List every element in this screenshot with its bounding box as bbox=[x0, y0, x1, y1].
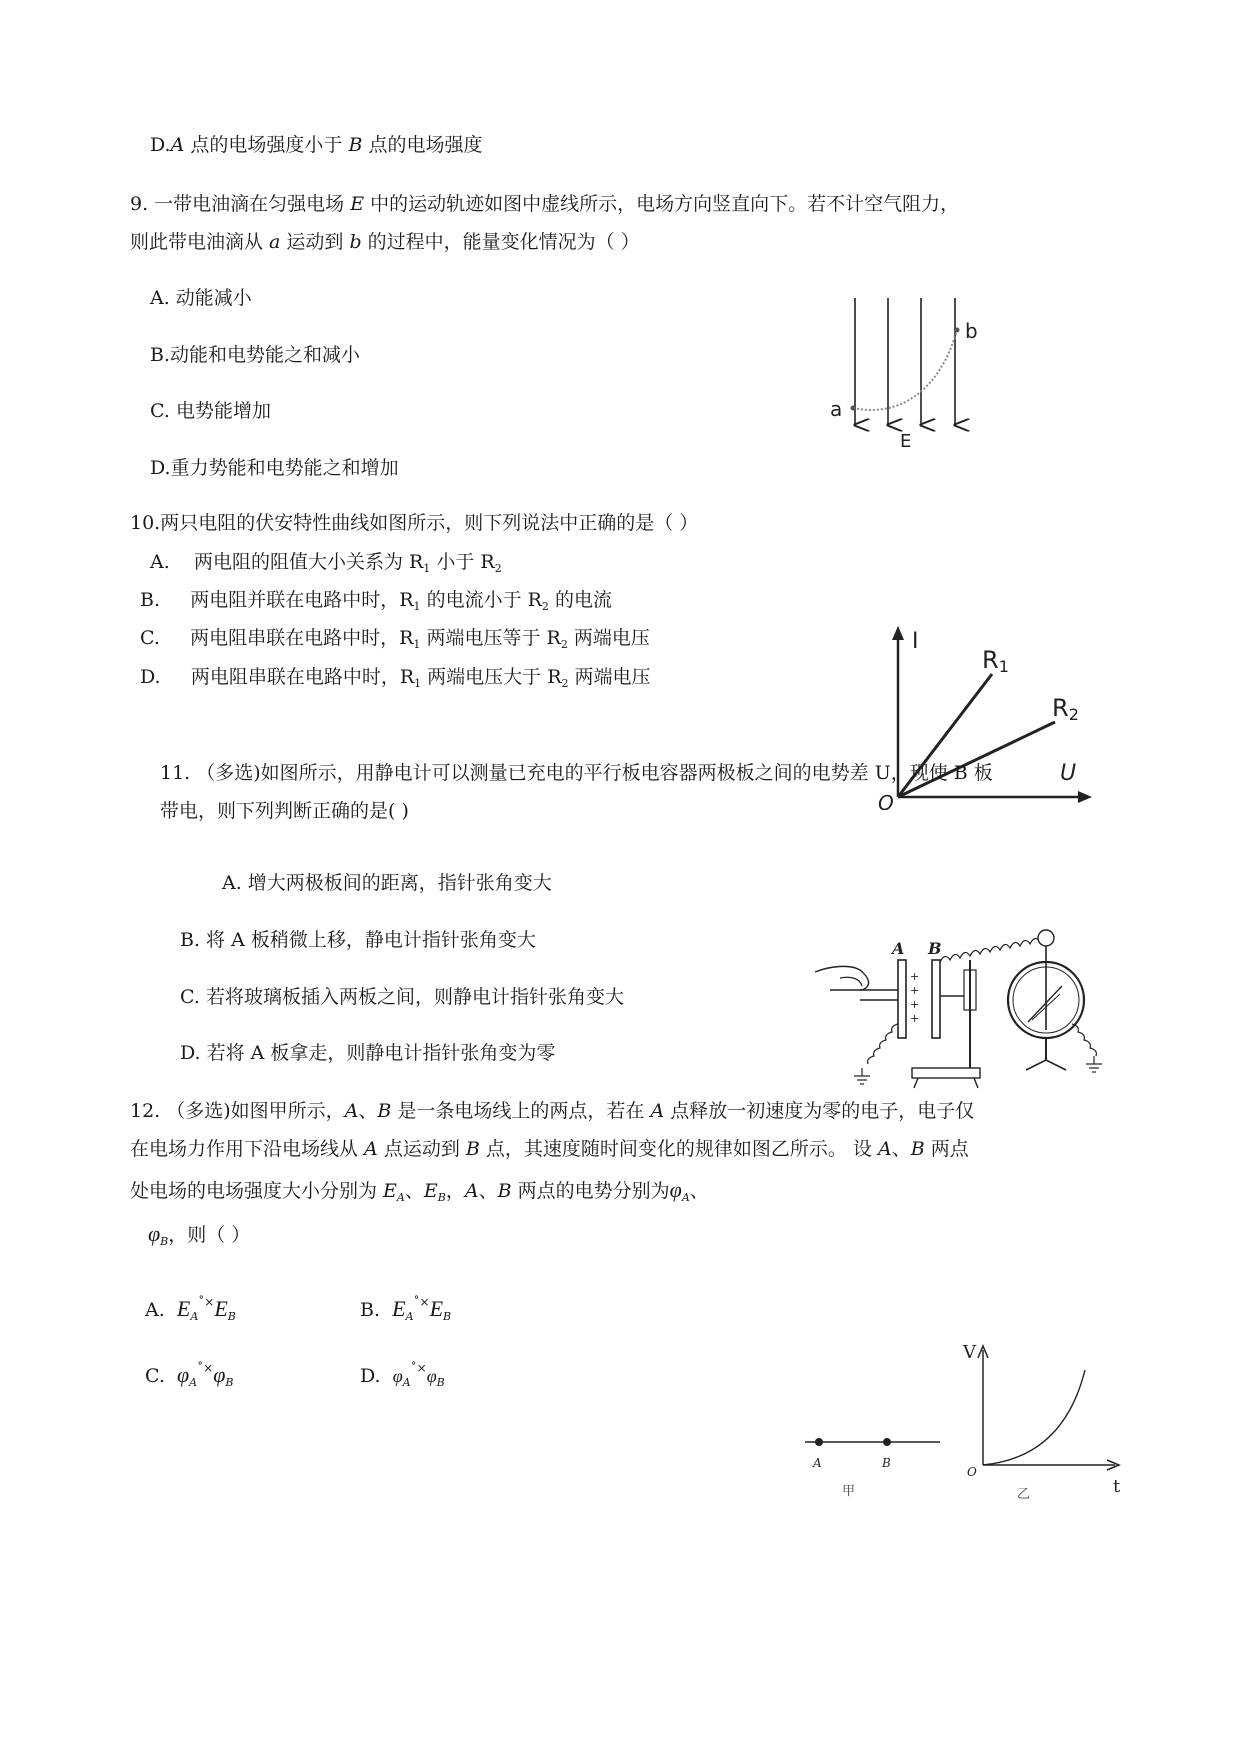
svg-text:+: + bbox=[910, 998, 920, 1011]
trajectory-dashed bbox=[853, 330, 957, 410]
origin-label: O bbox=[967, 1465, 977, 1479]
q12-option-b: B. $E_A^{˚\times}E_B$ bbox=[360, 1295, 452, 1323]
q9-option-a: A. 动能减小 bbox=[150, 287, 252, 309]
axis-u-label: U bbox=[1060, 761, 1077, 786]
point-b bbox=[883, 1438, 891, 1446]
axis-t-label: t bbox=[1113, 1476, 1121, 1497]
svg-text:B: B bbox=[882, 1456, 891, 1470]
q11-option-d: D. 若将 A 板拿走，则静电计指针张角变为零 bbox=[180, 1042, 556, 1064]
q9-option-d: D.重力势能和电势能之和增加 bbox=[150, 457, 399, 479]
axis-i-label: I bbox=[912, 629, 919, 654]
origin-label: O bbox=[878, 791, 894, 810]
q11-stem-line2: 带电，则下列判断正确的是( ) bbox=[160, 800, 409, 822]
q11-stem-line1: 11. （多选)如图所示，用静电计可以测量已充电的平行板电容器两极板之间的电势差 U，现使 B 板 bbox=[160, 762, 993, 784]
q12-stem-line1: 12. （多选)如图甲所示，A、B 是一条电场线上的两点，若在 A 点释放一初速度为零的电子，电子仅 bbox=[130, 1100, 975, 1122]
q11-option-a: A. 增大两极板间的距离，指针张角变大 bbox=[222, 872, 552, 894]
q10-option-a: A. 两电阻的阻值大小关系为 $R_1$ 小于 $R_2$ bbox=[150, 551, 502, 575]
q10-option-c: C. 两电阻串联在电路中时，$R_1$ 两端电压等于 $R_2$ 两端电压 bbox=[140, 627, 650, 651]
svg-text:+: + bbox=[910, 970, 920, 983]
caption-jia: 甲 bbox=[842, 1484, 856, 1499]
field-e-label: E bbox=[900, 431, 912, 452]
q10-option-d: D. 两电阻串联在电路中时，$R_1$ 两端电压大于 $R_2$ 两端电压 bbox=[140, 666, 651, 690]
plate-b-label: B bbox=[928, 939, 942, 958]
svg-text:+: + bbox=[910, 1012, 920, 1025]
q11-option-b: B. 将 A 板稍微上移，静电计指针张角变大 bbox=[180, 929, 536, 951]
q9-field-figure bbox=[820, 290, 990, 455]
q10-option-b: B. 两电阻并联在电路中时，$R_1$ 的电流小于 $R_2$ 的电流 bbox=[140, 589, 612, 613]
q12-figure-yi bbox=[955, 1340, 1135, 1510]
point-a-label: a bbox=[830, 397, 843, 421]
q12-option-a: A. $E_A^{˚\times}E_B$ bbox=[145, 1295, 236, 1323]
point-b-label: b bbox=[965, 319, 978, 343]
svg-text:+: + bbox=[910, 984, 920, 997]
q10-stem: 10.两只电阻的伏安特性曲线如图所示，则下列说法中正确的是（ ） bbox=[130, 512, 699, 534]
caption-yi: 乙 bbox=[1017, 1487, 1031, 1502]
velocity-curve bbox=[983, 1370, 1085, 1465]
r2-label: R2 bbox=[1052, 694, 1079, 724]
svg-text:A: A bbox=[813, 1456, 822, 1470]
q9-stem-line1: 9. 一带电油滴在匀强电场 E 中的运动轨迹如图中虚线所示，电场方向竖直向下。若不计空气阻力， bbox=[130, 193, 960, 215]
q12-stem-line3: 处电场的电场强度大小分别为 $E_A$、$E_B$，A、B 两点的电势分别为$\varphi_A$、 bbox=[130, 1177, 709, 1204]
r2-line bbox=[898, 722, 1055, 797]
q8-option-d: D.A 点的电场强度小于 B 点的电场强度 bbox=[150, 134, 483, 156]
q12-option-c: C. $\varphi_A^{˚\times}\varphi_B$ bbox=[145, 1361, 234, 1389]
plate-a-label: A bbox=[892, 939, 905, 958]
q9-stem-line2: 则此带电油滴从 a 运动到 b 的过程中，能量变化情况为（ ） bbox=[130, 231, 640, 253]
q12-stem-line4: $\varphi_B$，则（ ） bbox=[148, 1221, 251, 1248]
axis-v-label: V bbox=[963, 1342, 976, 1363]
point-a bbox=[815, 1438, 823, 1446]
q9-option-b: B.动能和电势能之和减小 bbox=[150, 344, 361, 366]
q9-option-c: C. 电势能增加 bbox=[150, 400, 271, 422]
q12-option-d: D. $\varphi_A^{˚\times}\varphi_B$ bbox=[360, 1361, 445, 1389]
r1-label: R1 bbox=[982, 646, 1009, 676]
q12-figure-jia bbox=[800, 1430, 950, 1500]
q12-stem-line2: 在电场力作用下沿电场线从 A 点运动到 B 点，其速度随时间变化的规律如图乙所示。 设 A、B 两点 bbox=[130, 1138, 969, 1160]
q11-electroscope-figure bbox=[810, 920, 1120, 1092]
q11-option-c: C. 若将玻璃板插入两板之间，则静电计指针张角变大 bbox=[180, 986, 624, 1008]
